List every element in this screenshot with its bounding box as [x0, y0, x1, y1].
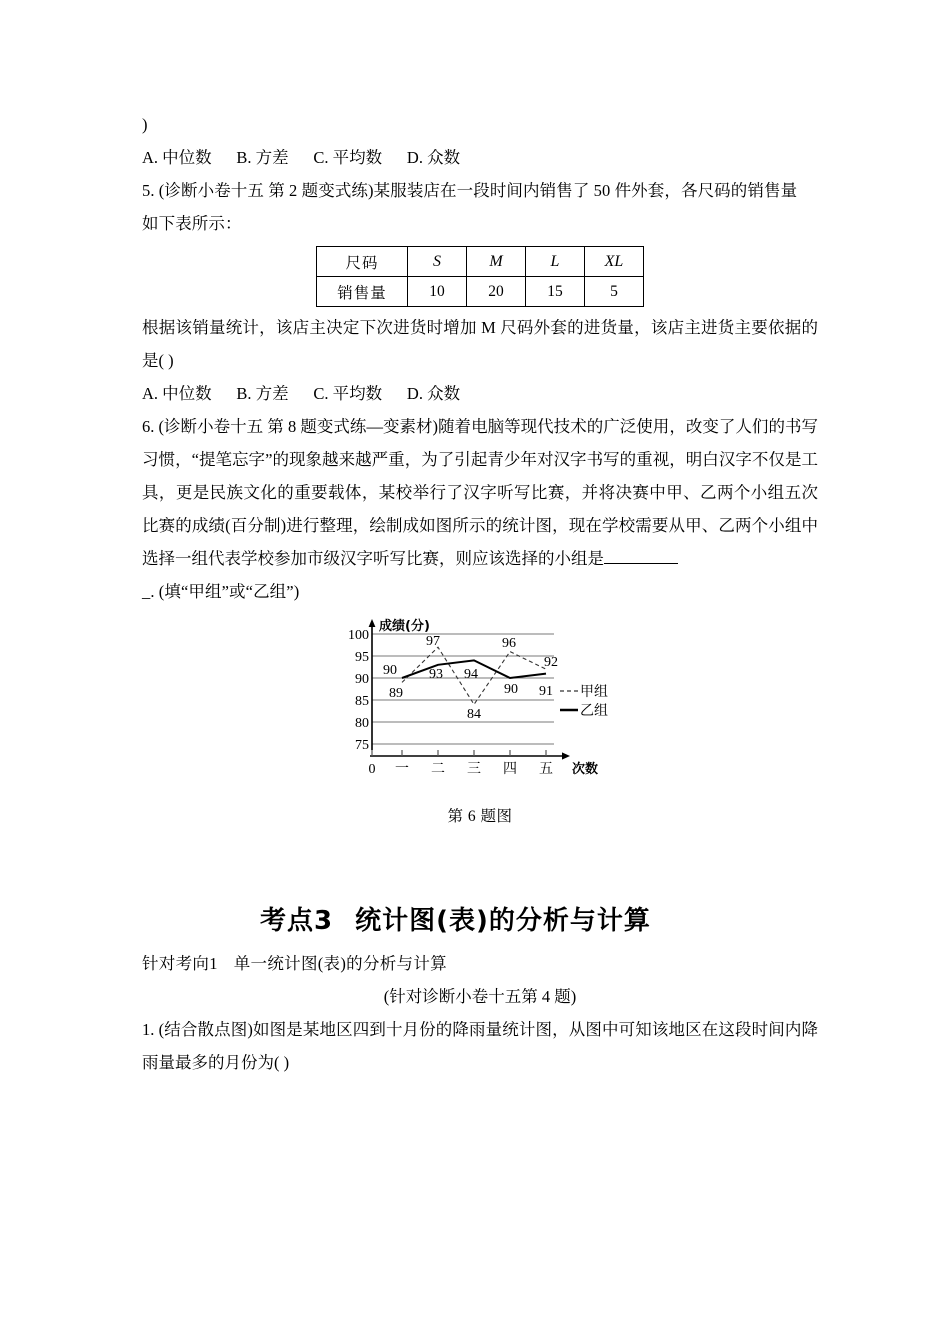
q5-choices: A. 中位数 B. 方差 C. 平均数 D. 众数: [142, 384, 461, 403]
q5-text-line2: 如下表所示：: [142, 214, 242, 233]
subsection-note: (针对诊断小卷十五第 4 题): [383, 987, 577, 1006]
table-cell-value-2: 15: [526, 277, 585, 307]
legend-label-yi: 乙组: [580, 703, 608, 719]
label-jia-2: 84: [467, 707, 481, 722]
subsection-title: 单一统计图(表)的分析与计算: [233, 954, 447, 973]
table-cell-value-0: 10: [408, 277, 467, 307]
chart-x-ticks: [372, 750, 546, 756]
chart-y-axis-title: 成绩(分): [379, 619, 430, 634]
table-row-values: [317, 277, 644, 307]
label-jia-4: 92: [544, 655, 558, 670]
q6-answer-blank[interactable]: [604, 547, 678, 564]
size-sales-table: [316, 246, 644, 307]
label-jia-1: 97: [426, 634, 440, 649]
subsection-label: 针对考向1: [142, 954, 218, 973]
x-tick-1: 一: [395, 762, 409, 777]
label-jia-0: 89: [389, 686, 403, 701]
label-yi-0: 90: [383, 663, 397, 678]
table-row-header: [317, 247, 644, 277]
table-cell-col-0: S: [408, 247, 467, 277]
x-tick-0: 0: [368, 762, 376, 777]
label-yi-3: 90: [504, 682, 518, 697]
y-tick-95: 95: [355, 650, 369, 665]
label-jia-3: 96: [502, 636, 516, 651]
table-cell-col-1: M: [467, 247, 526, 277]
table-cell-col-3: XL: [585, 247, 644, 277]
table-cell-row-header-0: 尺码: [317, 247, 408, 277]
label-yi-1: 93: [429, 667, 443, 682]
subsection-heading: [142, 947, 818, 980]
q6-body-text: [142, 410, 818, 575]
q6-body-tail: _. (填“甲组”或“乙组”): [142, 582, 300, 601]
q4-close-paren: ): [142, 115, 148, 134]
section-heading-label: 考点3: [260, 906, 334, 936]
label-yi-2: 94: [464, 667, 478, 682]
score-line-chart: [332, 616, 632, 796]
label-yi-4: 91: [539, 684, 553, 699]
q6-figure-caption: 第 6 题图: [447, 808, 513, 825]
y-tick-80: 80: [355, 716, 369, 731]
legend-label-jia: 甲组: [580, 684, 608, 700]
table-cell-value-3: 5: [585, 277, 644, 307]
q5-after-table-text: 根据该销量统计，该店主决定下次进货时增加 M 尺码外套的进货量，该店主进货主要依据的是( ): [142, 318, 818, 370]
y-tick-75: 75: [355, 738, 369, 753]
x-tick-2: 二: [431, 762, 445, 777]
x-tick-3: 三: [467, 762, 481, 777]
size-table-wrapper: [142, 246, 818, 307]
chart-legend: [560, 684, 608, 719]
chart-y-axis: [369, 619, 376, 750]
chart-x-axis-title: 次数: [571, 762, 599, 777]
section-heading: [142, 900, 818, 937]
x-tick-5: 五: [539, 762, 553, 777]
page-content: [142, 108, 818, 1079]
table-cell-value-1: 20: [467, 277, 526, 307]
x-tick-4: 四: [503, 762, 517, 777]
chart-x-axis: [370, 752, 570, 759]
q1-text: 1. (结合散点图)如图是某地区四到十月份的降雨量统计图，从图中可知该地区在这段时间内降雨量最多的月份为( ): [142, 1020, 818, 1072]
q6-figure: [142, 616, 818, 802]
q5-text-line1: 5. (诊断小卷十五 第 2 题变式练)某服装店在一段时间内销售了 50 件外套，各尺码的销售量: [142, 181, 798, 200]
table-cell-col-2: L: [526, 247, 585, 277]
q4-choices: A. 中位数 B. 方差 C. 平均数 D. 众数: [142, 148, 461, 167]
q6-body-span: 6. (诊断小卷十五 第 8 题变式练—变素材)随着电脑等现代技术的广泛使用，改变了人们的书写习惯，“提笔忘字”的现象越来越严重，为了引起青少年对汉字书写的重视，明白汉字不仅是工具，更是民族文化的重要载体，某校举行了汉字听写比赛，并将决赛中甲、乙两个小组五次比赛的成绩(百分制)进行整理，绘制成如图所示的统计图，现在学校需要从甲、乙两个小组中选择一组代表学校参加市级汉字听写比赛，则应该选择的小组是: [142, 417, 818, 568]
y-tick-85: 85: [355, 694, 369, 709]
y-tick-90: 90: [355, 672, 369, 687]
table-cell-row-header-1: 销售量: [317, 277, 408, 307]
chart-x-tick-labels: [369, 761, 554, 777]
chart-y-tick-labels: [348, 628, 369, 753]
section-heading-title: 统计图(表)的分析与计算: [355, 906, 651, 936]
series-yi-point-labels: [383, 663, 553, 699]
y-tick-100: 100: [348, 628, 369, 643]
